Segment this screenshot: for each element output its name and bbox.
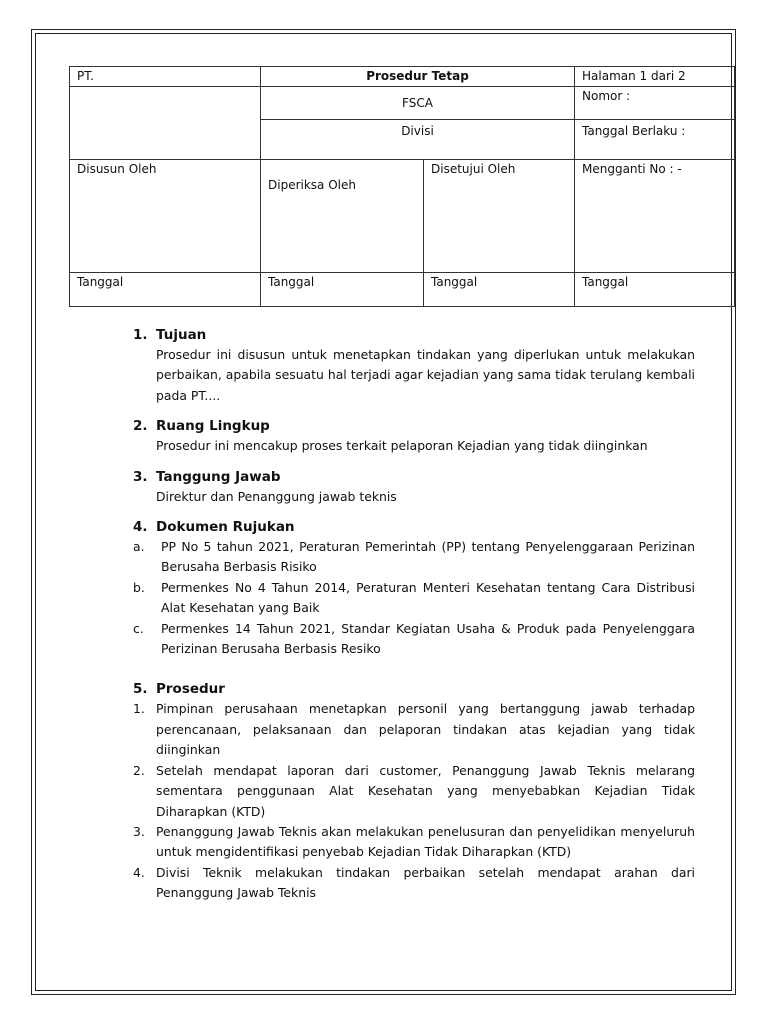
- list-item: [133, 578, 695, 619]
- list-marker: a.: [133, 539, 145, 555]
- tanggal-cell: Tanggal: [424, 273, 575, 307]
- section-text: Prosedur ini disusun untuk menetapkan tindakan yang diperlukan untuk melakukan perbaikan, apabila sesuatu hal terjadi agar kejadian yang sama tidak terulang kembali pada PT....: [156, 347, 695, 403]
- logo-cell: [70, 87, 261, 160]
- document-title: Prosedur Tetap: [261, 67, 575, 87]
- list-marker: 3.: [133, 823, 145, 839]
- fsca-cell: FSCA: [261, 87, 575, 120]
- list-item-text: Permenkes No 4 Tahun 2014, Peraturan Menteri Kesehatan tentang Cara Distribusi Alat Kesehatan yang Baik: [161, 579, 695, 616]
- section-dokumen-rujukan: [133, 517, 695, 659]
- section-title: Dokumen Rujukan: [156, 519, 295, 536]
- procedure-list: [133, 699, 695, 903]
- disetujui-oleh-cell: Disetujui Oleh: [424, 160, 575, 273]
- list-item: [133, 863, 695, 904]
- company-cell: PT.: [70, 67, 261, 87]
- tanggal-cell: Tanggal: [575, 273, 735, 307]
- list-item: [133, 537, 695, 578]
- list-item-text: Pimpinan perusahaan menetapkan personil yang bertanggung jawab terhadap perencanaan, pelaksanaan dan pelaporan tindakan atas kejadian yang tidak diinginkan: [156, 701, 695, 758]
- tanggal-cell: Tanggal: [261, 273, 424, 307]
- section-title: Tujuan: [156, 327, 207, 343]
- diperiksa-oleh-cell: Diperiksa Oleh: [261, 160, 424, 273]
- nomor-cell: Nomor :: [575, 87, 735, 120]
- list-item-text: PP No 5 tahun 2021, Peraturan Pemerintah (PP) tentang Penyelenggaraan Perizinan Berusaha Berbasis Risiko: [161, 539, 695, 575]
- reference-list: [133, 537, 695, 659]
- section-number: 3.: [133, 468, 148, 485]
- section-title: Prosedur: [156, 681, 225, 698]
- section-number: 4.: [133, 519, 148, 536]
- list-item: [133, 761, 695, 822]
- section-text: Direktur dan Penanggung jawab teknis: [156, 488, 397, 504]
- section-number: 2.: [133, 418, 148, 435]
- list-item: [133, 822, 695, 863]
- document-header-table: [69, 66, 735, 307]
- tanggal-berlaku-cell: Tanggal Berlaku :: [575, 120, 735, 160]
- section-prosedur: [133, 679, 695, 903]
- section-title: Ruang Lingkup: [156, 418, 270, 435]
- mengganti-no-cell: Mengganti No : -: [575, 160, 735, 273]
- list-item-text: Setelah mendapat laporan dari customer, Penanggung Jawab Teknis melarang sementara penggunaan Alat Kesehatan yang menyebabkan Kejadian Tidak Diharapkan (KTD): [156, 762, 695, 819]
- tanggal-cell: Tanggal: [70, 273, 261, 307]
- list-item: [133, 699, 695, 760]
- divisi-cell: Divisi: [261, 120, 575, 160]
- section-text: Prosedur ini mencakup proses terkait pelaporan Kejadian yang tidak diinginkan: [156, 438, 648, 454]
- list-item: [133, 619, 695, 660]
- section-tanggung-jawab: [133, 467, 695, 507]
- list-item-text: Permenkes 14 Tahun 2021, Standar Kegiatan Usaha & Produk pada Penyelenggara Perizinan Berusaha Berbasis Resiko: [161, 620, 695, 657]
- section-number: 5.: [133, 681, 148, 698]
- list-item-text: Divisi Teknik melakukan tindakan perbaikan setelah mendapat arahan dari Penanggung Jawab Teknis: [156, 864, 695, 901]
- list-marker: 2.: [133, 762, 145, 778]
- section-number: 1.: [133, 327, 148, 343]
- page-number: Halaman 1 dari 2: [575, 67, 735, 87]
- section-title: Tanggung Jawab: [156, 468, 281, 485]
- section-tujuan: [133, 325, 695, 406]
- disusun-oleh-cell: Disusun Oleh: [70, 160, 261, 273]
- list-marker: c.: [133, 620, 144, 636]
- list-item-text: Penanggung Jawab Teknis akan melakukan penelusuran dan penyelidikan menyeluruh untuk mengidentifikasi penyebab Kejadian Tidak Diharapkan (KTD): [156, 823, 695, 860]
- list-marker: 1.: [133, 701, 145, 717]
- list-marker: b.: [133, 579, 145, 595]
- section-ruang-lingkup: [133, 416, 695, 456]
- list-marker: 4.: [133, 864, 145, 880]
- document-body: [133, 325, 695, 914]
